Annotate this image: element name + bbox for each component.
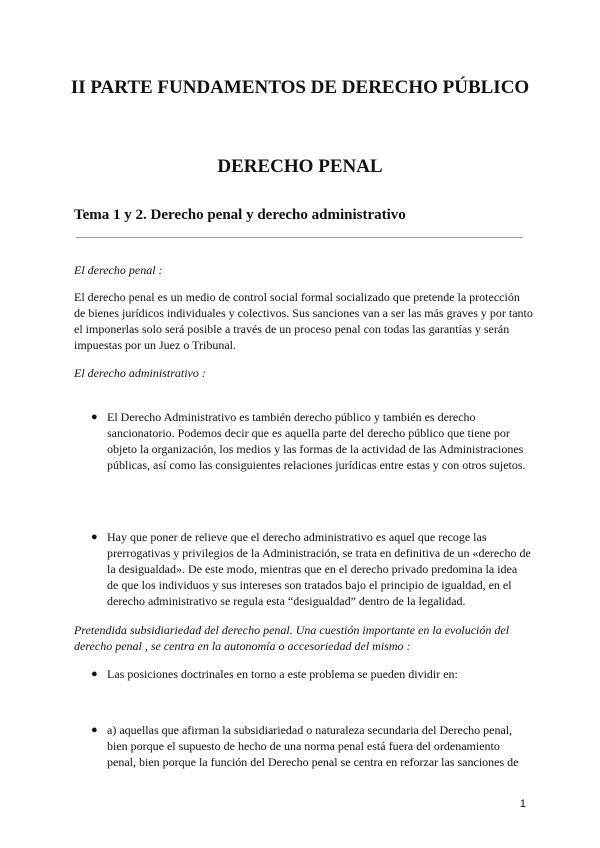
main-title: DERECHO PENAL xyxy=(217,156,383,177)
topic-title: Tema 1 y 2. Derecho penal y derecho administrativo xyxy=(74,207,406,223)
section-heading-subsidiarity: Pretendida subsidiariedad del derecho penal. Una cuestión importante en la evolución del derecho penal , se centra en la autonomía o accesoriedad del mismo : xyxy=(74,623,510,653)
list-item-text: a) aquellas que afirman la subsidiariedad o naturaleza secundaria del Derecho penal, bien porque el supuesto de hecho de una norma penal está fuera del ordenamiento penal, bien porque la función del Derecho penal se centra en reforzar las sanciones de xyxy=(107,723,519,769)
bullet-icon: ● xyxy=(91,531,98,543)
list-item-text: El Derecho Administrativo es también derecho público y también es derecho sancionatorio. Podemos decir que es aquella parte del derecho público que tiene por objeto la organización, los medios y las formas de la actividad de las Administraciones públicas, así como las consiguientes relaciones jurídicas entre estas y con otros sujetos. xyxy=(107,410,526,472)
paragraph-penal: El derecho penal es un medio de control social formal socializado que pretende la protección de bienes jurídicos individuales y colectivos. Sus sanciones van a ser las más graves y por tanto el imponerlas solo será posible a través de un proceso penal con todas las garantías y serán impuestas por un Juez o Tribunal. xyxy=(74,290,533,352)
section-heading-penal: El derecho penal : xyxy=(74,263,163,277)
bullet-icon: ● xyxy=(91,724,98,736)
list-item-subsidiarity-1 xyxy=(91,666,531,682)
list-item-text: Las posiciones doctrinales en torno a este problema se pueden dividir en: xyxy=(107,667,458,681)
list-item-admin-1 xyxy=(91,409,531,473)
bullet-icon: ● xyxy=(91,411,98,423)
bullet-icon: ● xyxy=(91,668,98,680)
list-item-subsidiarity-2 xyxy=(91,722,531,770)
section-heading-administrative: El derecho administrativo : xyxy=(74,366,206,380)
list-item-admin-2 xyxy=(91,529,531,609)
part-title: II PARTE FUNDAMENTOS DE DERECHO PÚBLICO xyxy=(70,77,530,98)
page-number: 1 xyxy=(519,798,526,810)
horizontal-divider xyxy=(76,237,523,238)
list-item-text: Hay que poner de relieve que el derecho administrativo es aquel que recoge las prerrogativas y privilegios de la Administración, se trata en definitiva de un «derecho de la desigualdad». De este modo, mientras que en el derecho privado predomina la idea de que los individuos y sus intereses son tratados bajo el principio de igualdad, en el derecho administrativo se regula esta “desigualdad” dentro de la legalidad. xyxy=(107,530,531,608)
